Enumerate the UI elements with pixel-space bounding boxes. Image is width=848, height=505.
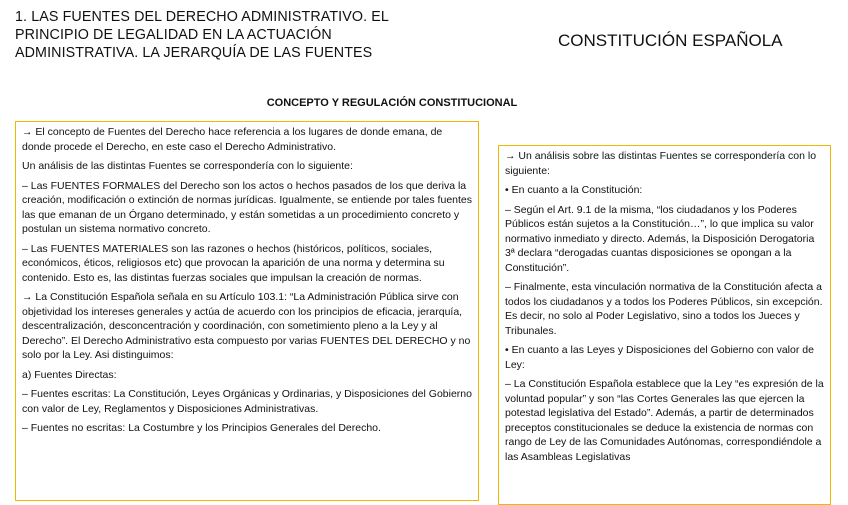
left-paragraph-3: – Las FUENTES FORMALES del Derecho son los actos o hechos pasados de los que deriva la creación, modificación o extinción de normas jurídicas. Igualmente, se entiende por tales fuentes las que emanan de un Órgano determinado, y están sometidas a un procedimiento concreto y postulan un sistema normativo concreto.	[22, 179, 473, 235]
left-paragraph-8: – Fuentes no escritas: La Costumbre y los Principios Generales del Derecho.	[22, 422, 381, 434]
left-paragraph-7: – Fuentes escritas: La Constitución, Leyes Orgánicas y Ordinarias, y Disposiciones del Gobierno con valor de Ley, Reglamentos y Disposiciones Administrativas.	[22, 388, 472, 415]
right-paragraph-3: – Según el Art. 9.1 de la misma, “los ciudadanos y los Poderes Públicos están sujetos a la Constitución…”, lo que implica su valor normativo inmediato y directo. Además, la Disposición Derogatoria 3ª declara “derogadas cuantas disposiciones se opongan a la Constitución”.	[505, 203, 815, 274]
section-heading: CONCEPTO Y REGULACIÓN CONSTITUCIONAL	[266, 97, 518, 109]
right-paragraph-5: • En cuanto a las Leyes y Disposiciones del Gobierno con valor de Ley:	[505, 344, 814, 371]
right-paragraph-2: • En cuanto a la Constitución:	[505, 184, 643, 196]
right-paragraph-4: – Finalmente, esta vinculación normativa de la Constitución afecta a todos los ciudadanos y a todos los Poderes Públicos, sin excepción. Es decir, no solo al Poder Legislativo, sino a todos los Jueces y Tribunales.	[505, 281, 823, 337]
left-paragraph-6: a) Fuentes Directas:	[22, 368, 117, 381]
left-text-box	[15, 121, 479, 501]
left-paragraph-4: – Las FUENTES MATERIALES son las razones o hechos (históricos, políticos, sociales, económicos, éticos, religiosos etc) que provocan la aparición de una norma y determina su contenido. Esto es, las distintas fuerzas sociales que impulsan la creación de normas.	[22, 242, 445, 284]
right-paragraph-6: – La Constitución Española establece que la Ley “es expresión de la voluntad popular” y son “las Cortes Generales las que ejercen la potestad legislativa del Estado”. Además, a partir de determinados preceptos constitucionales se deduce la existencia de normas con rango de Ley de las Comunidades Autónomas, correspondiéndole a las Asambleas Legislativas	[505, 378, 824, 463]
left-paragraph-1: → El concepto de Fuentes del Derecho hace referencia a los lugares de donde emana, de donde procede el Derecho, en este caso el Derecho Administrativo.	[22, 126, 443, 153]
section-title-constitucion: CONSTITUCIÓN ESPAÑOLA	[558, 31, 783, 50]
document-title: 1. LAS FUENTES DEL DERECHO ADMINISTRATIVO. EL PRINCIPIO DE LEGALIDAD EN LA ACTUACIÓN ADMINISTRATIVA. LA JERARQUÍA DE LAS FUENTES	[15, 9, 389, 61]
right-text-box	[498, 145, 831, 505]
right-paragraph-1: → Un análisis sobre las distintas Fuentes se correspondería con lo siguiente:	[505, 150, 817, 177]
left-paragraph-5: → La Constitución Española señala en su Artículo 103.1: “La Administración Pública sirve con objetividad los intereses generales y actúa de acuerdo con los principios de eficacia, jerarquía, descentralización, desconcentración y coordinación, con sometimiento pleno a la Ley y al Derecho”. El Derecho Administrativo esta compuesto por varias FUENTES DEL DERECHO y no solo por la Ley. Asi distinguimos:	[22, 291, 471, 361]
left-paragraph-2: Un análisis de las distintas Fuentes se correspondería con lo siguiente:	[22, 160, 353, 172]
